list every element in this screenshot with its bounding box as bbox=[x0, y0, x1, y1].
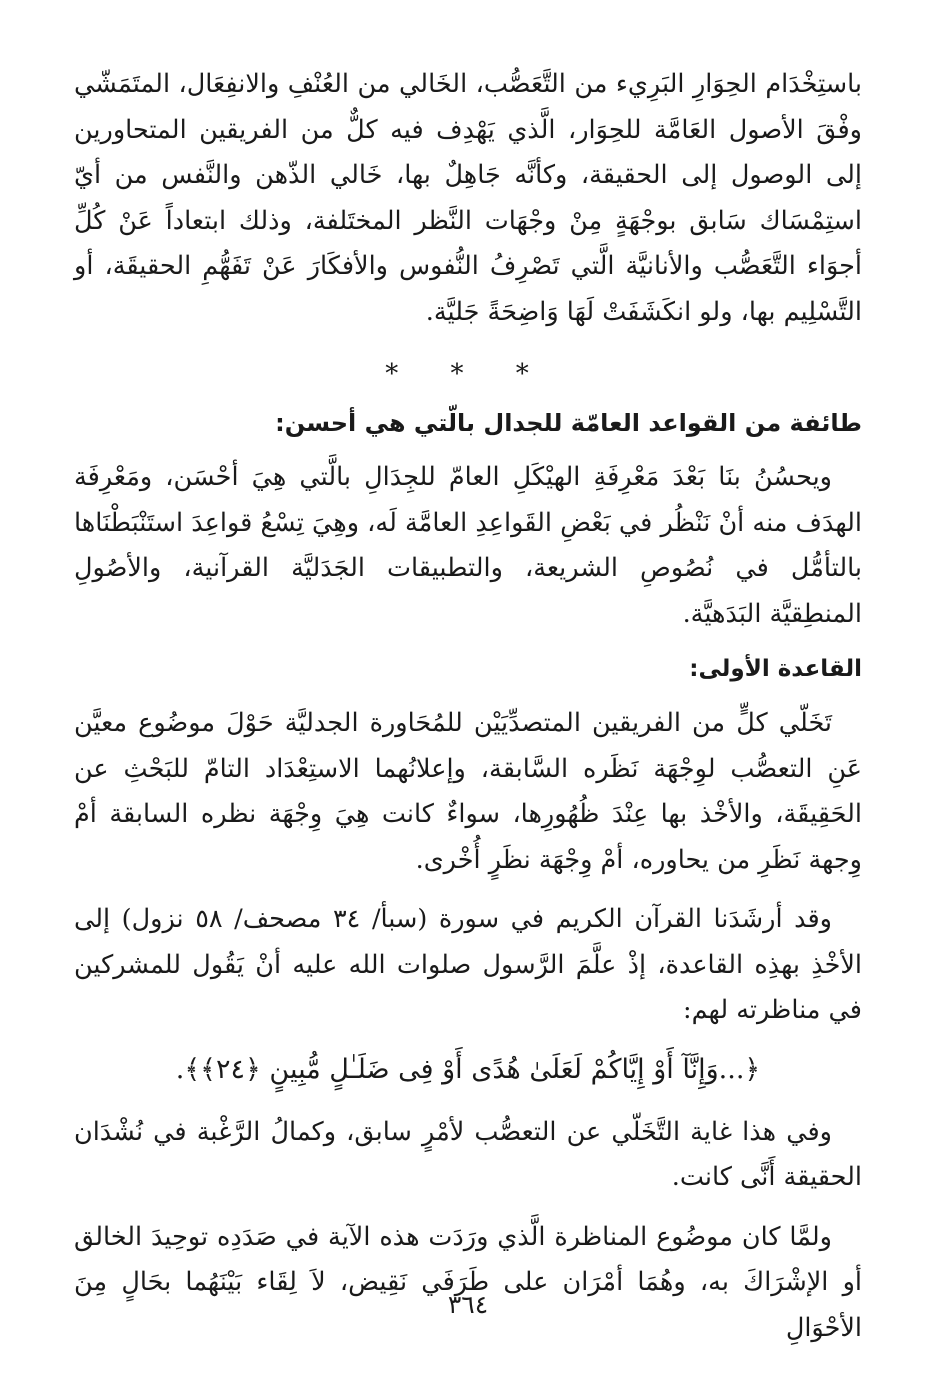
paragraph-general-rules: ويحسُنُ بنَا بَعْدَ مَعْرِفَةِ الهيْكَلِ العامّ للجِدَالِ بالَّتي هِيَ أحْسَن، ومَعْرِفَة الهدَف منه أنْ نَنْظُر في بَعْضِ القَواعِدِ العامَّة لَه، وهِيَ تِسْعُ قواعِدَ استَنْبَطْنَاها بالتأمُّل في نُصُوصِ الشريعة، والتطبيقات الجَدَليَّة القرآنية، والأصُولِ المنطِقيَّة البَدَهيَّة. bbox=[74, 462, 862, 629]
paragraph-quran-guidance: وقد أرشَدَنا القرآن الكريم في سورة (سبأ/ ٣٤ مصحف/ ٥٨ نزول) إلى الأخْذِ بهذِه القاعدة، إذْ علَّمَ الرَّسول صلوات الله عليه أنْ يَقُول للمشركين في مناظرته لهم: bbox=[74, 904, 862, 1025]
rule-one-heading: القاعدة الأولى: bbox=[689, 656, 862, 682]
section-heading: طائفة من القواعد العامّة للجدال بالّتي هي أحسن: bbox=[275, 409, 862, 437]
intro-paragraph: باستِخْدَام الحِوَارِ البَرِيء من التَّعَصُّب، الخَالي من العُنْفِ والانفِعَال، المتَمَشّي وفْقَ الأصول العَامَّة للحِوَار، الَّذي يَهْدِف فيه كلٌّ من الفريقين المتحاورين إلى الوصول إلى الحقيقة، وكأنَّه جَاهِلٌ بها، خَالي الذّهن والنَّفس من أيّ استِمْسَاك سَابق بوجْهَةٍ مِنْ وجْهَات النَّظر المختَلفة، وذلك ابتعاداً عَنْ كُلِّ أجوَاء التَّعَصُّب والأنانيَّة الَّتي تَصْرِفُ النُّفوس والأفكَارَ عَنْ تَفَهُّمِ الحقيقَة، أو التَّسْلِيم بها، ولو انكَشَفَتْ لَهَا وَاضِحَةً جَليَّة. bbox=[74, 69, 862, 327]
section-divider-stars: * * * bbox=[385, 359, 551, 389]
paragraph-rule-one: تَخَلّي كلٍّ من الفريقين المتصدِّيَيْن للمُحَاورة الجدليَّة حَوْلَ موضُوع معيَّن عَنِ التعصُّب لوِجْهَة نَظَره السَّابقة، وإعلانُهما الاستِعْدَاد التامّ للبَحْثِ عن الحَقِيقَة، والأخْذ بها عِنْدَ ظُهُورِها، سواءٌ كانت هِيَ وِجْهَة نظره السابقة أمْ وِجهة نَظَرِ من يحاوره، أمْ وِجْهَة نظَرٍ أُخْرى. bbox=[74, 708, 862, 875]
paragraph-abandoning-bias: وفي هذا غاية التَّخَلّي عن التعصُّب لأمْرٍ سابق، وكمالُ الرَّغْبة في نُشْدَان الحقيقة أَنَّى كانت. bbox=[74, 1116, 862, 1192]
paragraph-debate-topic: ولمَّا كان موضُوع المناظرة الَّذي ورَدَت هذه الآية في صَدَدِه توحِيدَ الخالق أو الإشْرَاكَ به، وهُمَا أمْرَان على طَرَفَي نَقِيض، لاَ لِقَاء بَيْنَهُما بحَالٍ مِنَ الأحْوَالِ bbox=[74, 1221, 862, 1343]
quran-verse: ﴿...وَإِنَّآ أَوْ إِيَّاكُمْ لَعَلَىٰ هُدًى أَوْ فِى ضَلَـٰلٍ مُّبِينٍ ﴿٢٤﴾﴾. bbox=[175, 1053, 761, 1085]
page-number: ٣٦٤ bbox=[447, 1290, 489, 1319]
